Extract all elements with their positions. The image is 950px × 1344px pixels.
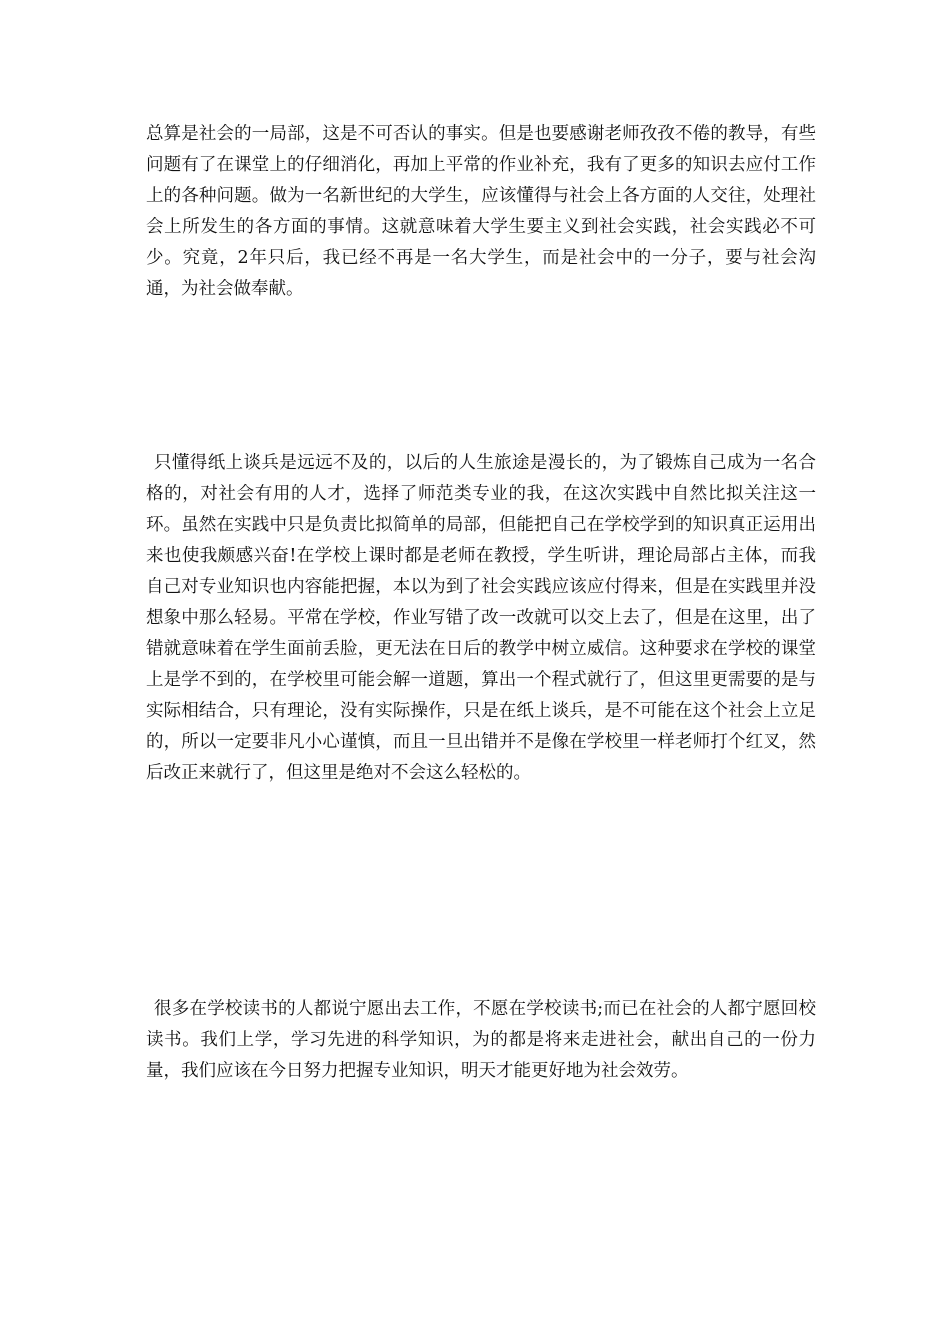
paragraph-2: 只懂得纸上谈兵是远远不及的，以后的人生旅途是漫长的，为了锻炼自己成为一名合格的，对社会有用的人才，选择了师范类专业的我，在这次实践中自然比拟关注这一环。虽然在实践中只是负责比拟简单的局部，但能把自己在学校学到的知识真正运用出来也使我颇感兴奋!在学校上课时都是老师在教授，学生听讲，理论局部占主体，而我自己对专业知识也内容能把握，本以为到了社会实践应该应付得来，但是在实践里并没想象中那么轻易。平常在学校，作业写错了改一改就可以交上去了，但是在这里，出了错就意味着在学生面前丢脸，更无法在日后的教学中树立威信。这种要求在学校的课堂上是学不到的，在学校里可能会解一道题，算出一个程式就行了，但这里更需要的是与实际相结合，只有理论，没有实际操作，只是在纸上谈兵，是不可能在这个社会上立足的，所以一定要非凡小心谨慎，而且一旦出错并不是像在学校里一样老师打个红叉，然后改正来就行了，但这里是绝对不会这么轻松的。 <box>146 453 816 783</box>
paragraph-3: 很多在学校读书的人都说宁愿出去工作，不愿在学校读书;而已在社会的人都宁愿回校读书。我们上学，学习先进的科学知识，为的都是将来走进社会，献出自己的一份力量，我们应该在今日努力把握专业知识，明天才能更好地为社会效劳。 <box>146 999 816 1081</box>
paragraph-1: 总算是社会的一局部，这是不可否认的事实。但是也要感谢老师孜孜不倦的教导，有些问题有了在课堂上的仔细消化，再加上平常的作业补充，我有了更多的知识去应付工作上的各种问题。做为一名新世纪的大学生，应该懂得与社会上各方面的人交往，处理社会上所发生的各方面的事情。这就意味着大学生要主义到社会实践，社会实践必不可少。究竟，2年只后，我已经不再是一名大学生，而是社会中的一分子，要与社会沟通，为社会做奉献。 <box>146 124 816 299</box>
